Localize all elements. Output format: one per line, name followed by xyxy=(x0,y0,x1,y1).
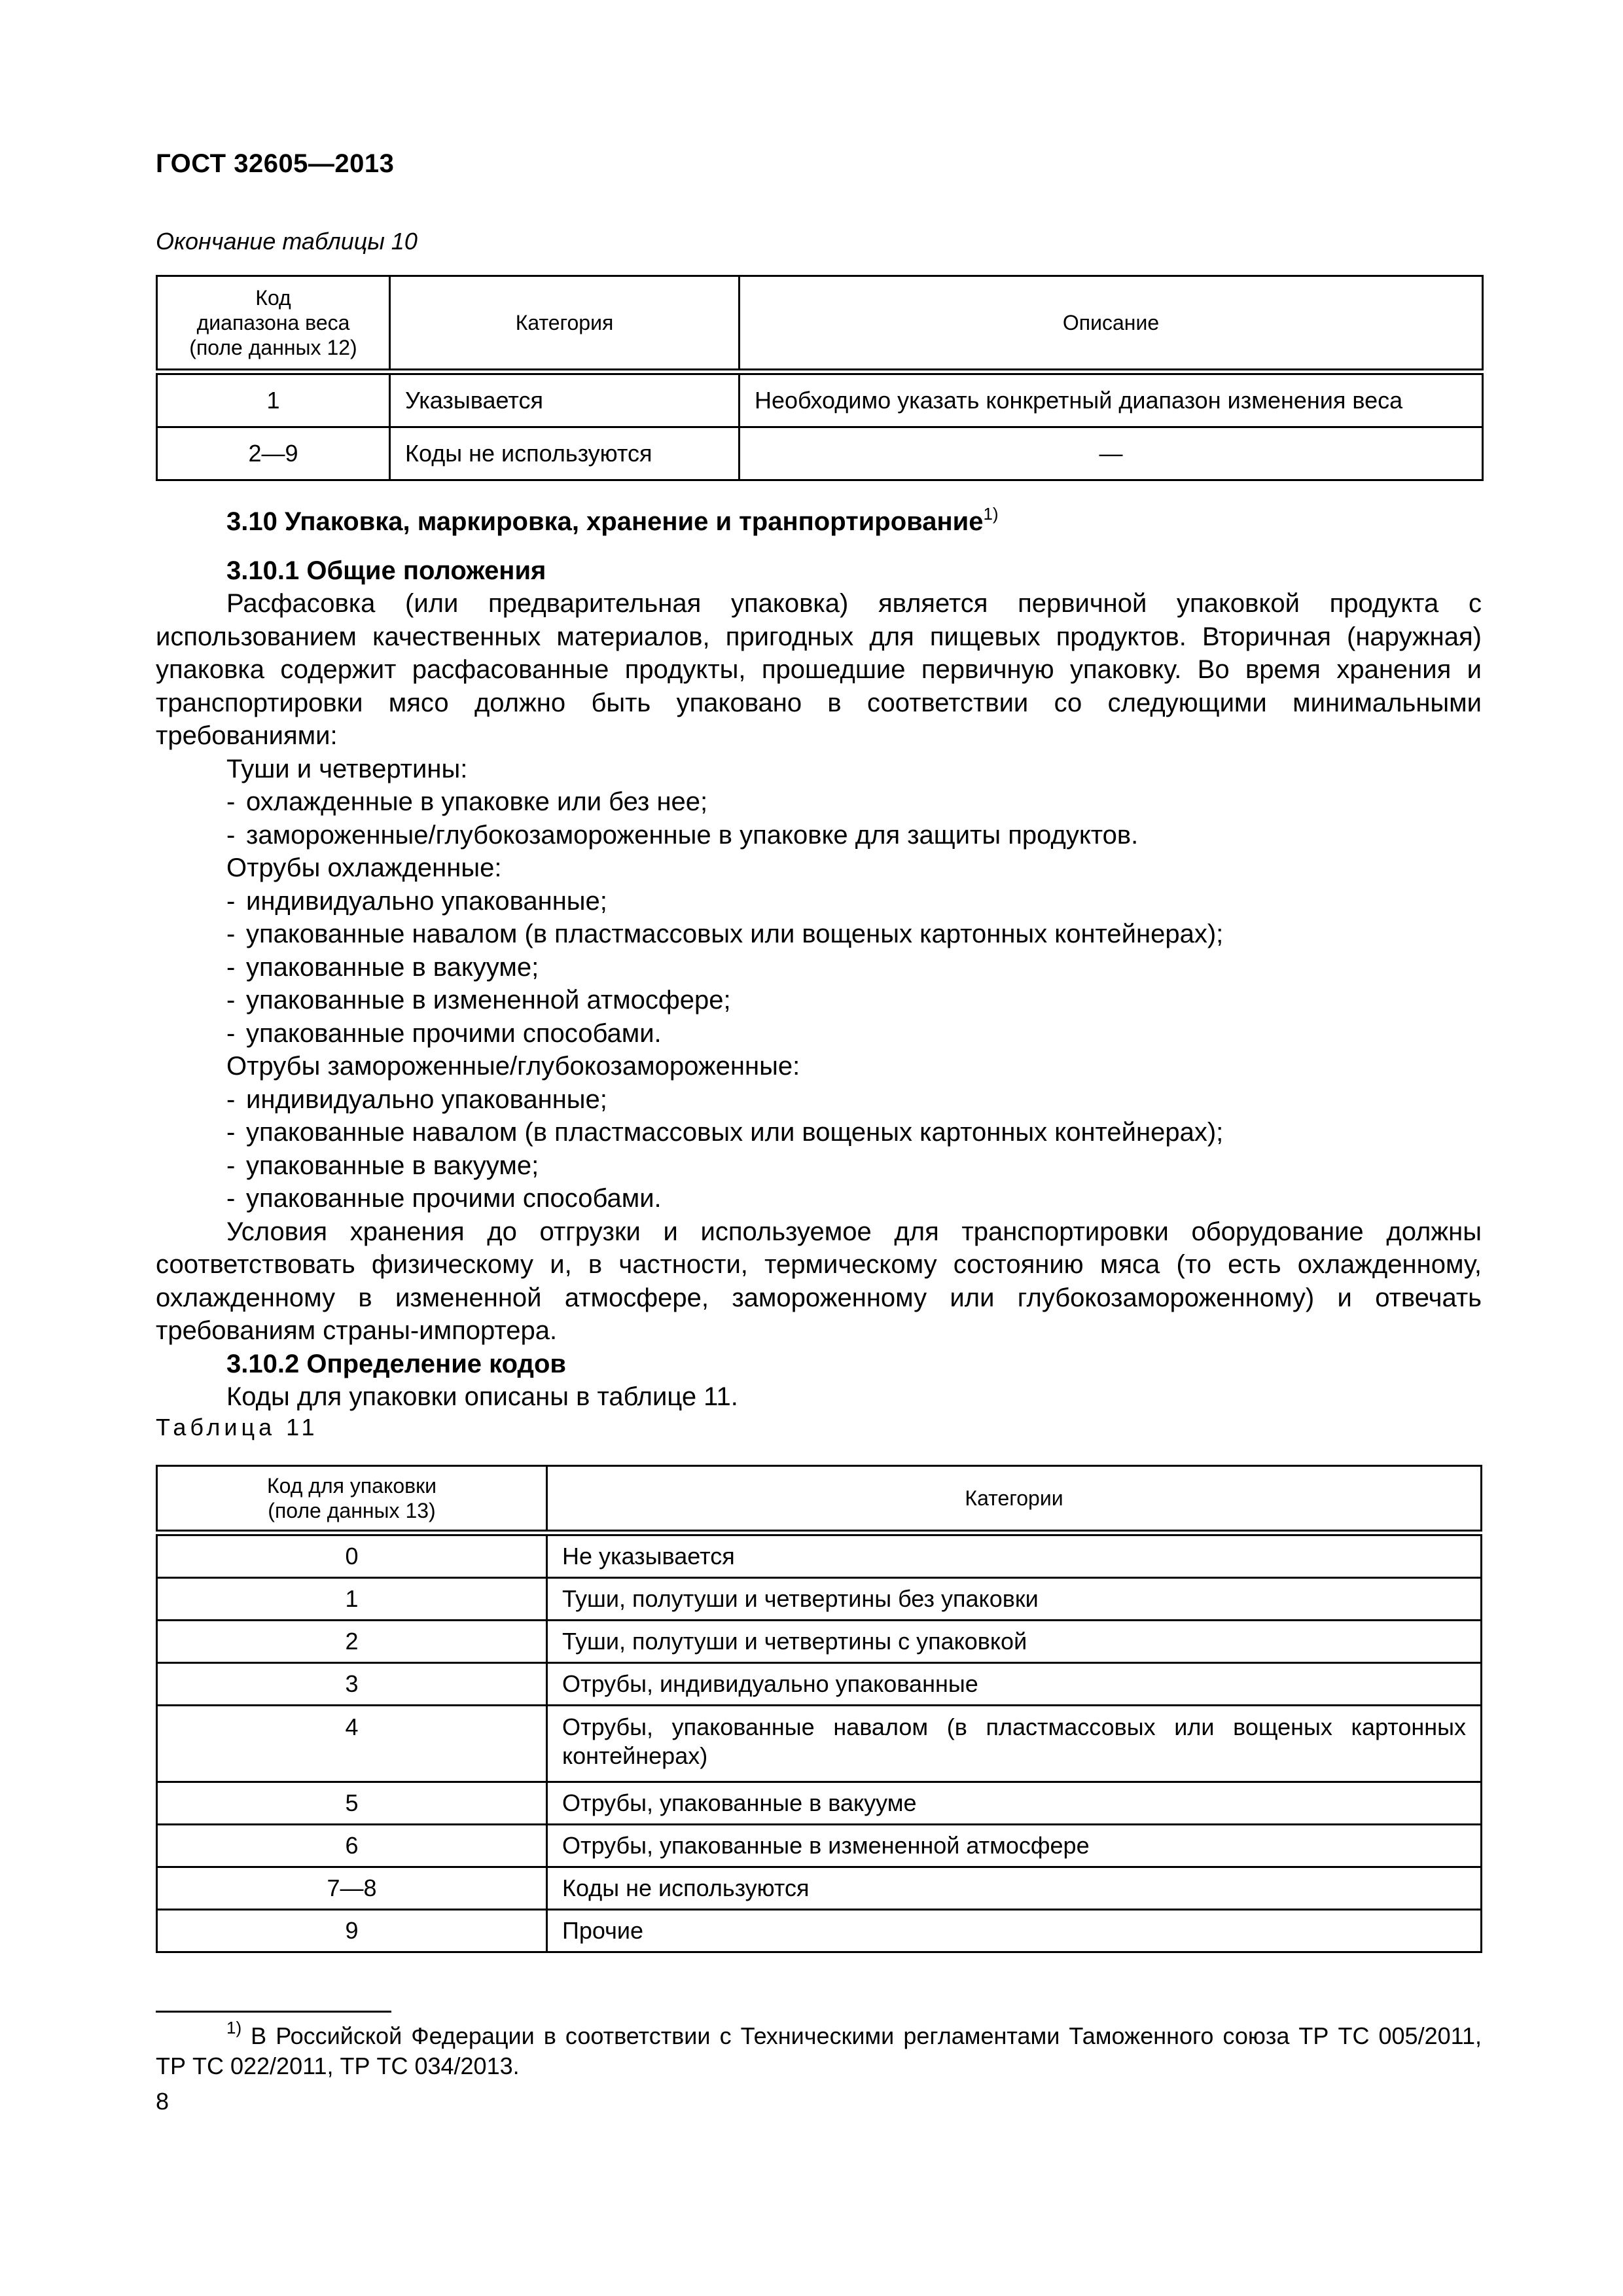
column-header-categories: Категории xyxy=(547,1466,1482,1534)
footnote-separator xyxy=(156,2011,391,2013)
table-10 xyxy=(156,275,1484,481)
cell-code: 9 xyxy=(157,1910,547,1952)
table-row xyxy=(157,1578,1482,1621)
cell-code: 1 xyxy=(157,1578,547,1621)
list-item: - упакованные в измененной атмосфере; xyxy=(226,986,731,1014)
header-line: Код xyxy=(255,286,291,310)
table-row xyxy=(157,1663,1482,1706)
list-item-text: индивидуально упакованные; xyxy=(246,886,607,916)
intro-paragraph: Расфасовка (или предварительная упаковка) является первичной упаковкой продукта с использованием качественных материалов, пригодных для пищевых продуктов. Вторичная (наружная) упаковка содержит расфасованные продукты, прошедшие первичную упаковку. Во время хранения и транспортировки мясо должно быть упаковано в соответствии со следующими минимальными требованиями: xyxy=(156,589,1482,750)
column-header-code xyxy=(157,1466,547,1534)
cell-category: Отрубы, индивидуально упакованные xyxy=(547,1663,1482,1706)
list-item: - упакованные навалом (в пластмассовых или вощеных картонных контейнерах); xyxy=(226,920,1224,948)
header-line: (поле данных 12) xyxy=(189,336,357,359)
group-title: Отрубы охлажденные: xyxy=(226,853,502,882)
cell-category: Не указывается xyxy=(547,1533,1482,1578)
column-header-description: Описание xyxy=(740,276,1483,372)
list-item-text: упакованные в вакууме; xyxy=(246,952,539,982)
table-row xyxy=(157,1867,1482,1910)
table-row xyxy=(157,427,1483,480)
cell-description: Необходимо указать конкретный диапазон изменения веса xyxy=(740,372,1483,427)
table11-caption: Таблица 11 xyxy=(156,1414,319,1441)
cell-code: 1 xyxy=(157,372,390,427)
cell-code: 3 xyxy=(157,1663,547,1706)
footnote xyxy=(156,2018,1482,2081)
list-item: - упакованные в вакууме; xyxy=(226,1151,539,1180)
cell-category: Отрубы, упакованные навалом (в пластмассовых или вощеных картонных контейнерах) xyxy=(547,1706,1482,1782)
cell-code: 6 xyxy=(157,1825,547,1867)
document-code-header: ГОСТ 32605—2013 xyxy=(156,149,395,178)
column-header-code xyxy=(157,276,390,372)
table-header-row xyxy=(157,1466,1482,1534)
cell-category: Коды не используются xyxy=(547,1867,1482,1910)
list-item-text: упакованные навалом (в пластмассовых или вощеных картонных контейнерах); xyxy=(246,920,1224,948)
list-item-text: индивидуально упакованные; xyxy=(246,1085,607,1114)
cell-code: 7—8 xyxy=(157,1867,547,1910)
heading-text: 3.10 Упаковка, маркировка, хранение и транпортирование xyxy=(226,507,984,536)
cell-category: Отрубы, упакованные в вакууме xyxy=(547,1782,1482,1825)
cell-category: Туши, полутуши и четвертины без упаковки xyxy=(547,1578,1482,1621)
cell-category: Указывается xyxy=(390,372,740,427)
list-item: - замороженные/глубокозамороженные в упаковке для защиты продуктов. xyxy=(226,820,1139,850)
section-3-10 xyxy=(156,505,1482,1414)
group-title: Туши и четвертины: xyxy=(226,754,468,783)
footnote-text-block xyxy=(156,2018,1482,2081)
list-item-text: упакованные в вакууме; xyxy=(246,1151,539,1180)
table-row xyxy=(157,372,1483,427)
list-item: - упакованные прочими способами. xyxy=(226,1018,662,1048)
cell-code: 2 xyxy=(157,1621,547,1663)
footnote-text: В Российской Федерации в соответствии с Техническими регламентами Таможенного союза ТР ТС 005/2011, ТР ТС 022/2011, ТР ТС 034/2013. xyxy=(156,2022,1482,2079)
cell-category: Отрубы, упакованные в измененной атмосфере xyxy=(547,1825,1482,1867)
table-11 xyxy=(156,1465,1482,1953)
list-item-text: упакованные навалом (в пластмассовых или вощеных картонных контейнерах); xyxy=(246,1118,1224,1147)
list-item: - упакованные прочими способами. xyxy=(226,1184,662,1213)
cell-code: 0 xyxy=(157,1533,547,1578)
cell-category: Прочие xyxy=(547,1910,1482,1952)
list-item-text: замороженные/глубокозамороженные в упаковке для защиты продуктов. xyxy=(246,820,1139,850)
list-item: - охлажденные в упаковке или без нее; xyxy=(226,787,708,816)
cell-code: 5 xyxy=(157,1782,547,1825)
list-item-text: упакованные прочими способами. xyxy=(246,1018,662,1048)
cell-code: 4 xyxy=(157,1706,547,1782)
conditions-paragraph: Условия хранения до отгрузки и используемое для транспортировки оборудование должны соответствовать физическому и, в частности, термическому состоянию мяса (то есть охлажденному, охлажденному в измененной атмосфере, замороженному или глубокозамороженному) и отвечать требованиям страны-импортера. xyxy=(156,1217,1482,1345)
list-item: - индивидуально упакованные; xyxy=(226,1085,607,1114)
header-line: диапазона веса xyxy=(196,311,350,334)
cell-category: Туши, полутуши и четвертины с упаковкой xyxy=(547,1621,1482,1663)
column-header-category: Категория xyxy=(390,276,740,372)
table10-continuation-caption: Окончание таблицы 10 xyxy=(156,228,418,255)
header-line: (поле данных 13) xyxy=(268,1499,436,1522)
table-row xyxy=(157,1782,1482,1825)
list-item-text: упакованные в измененной атмосфере; xyxy=(246,986,731,1014)
table-row xyxy=(157,1706,1482,1782)
page-number: 8 xyxy=(156,2088,169,2115)
list-item-text: упакованные прочими способами. xyxy=(246,1184,662,1213)
codes-reference-text: Коды для упаковки описаны в таблице 11. xyxy=(226,1382,738,1411)
list-item: - индивидуально упакованные; xyxy=(226,886,607,916)
section-heading xyxy=(156,505,1482,539)
table-row xyxy=(157,1825,1482,1867)
subsection-heading-3-10-1: 3.10.1 Общие положения xyxy=(226,556,546,585)
list-item-text: охлажденные в упаковке или без нее; xyxy=(246,787,708,816)
list-item: - упакованные навалом (в пластмассовых или вощеных картонных контейнерах); xyxy=(226,1118,1224,1147)
footnote-marker: 1) xyxy=(226,2018,242,2037)
cell-code: 2—9 xyxy=(157,427,390,480)
list-item: - упакованные в вакууме; xyxy=(226,952,539,982)
table-row xyxy=(157,1910,1482,1952)
subsection-heading-3-10-2: 3.10.2 Определение кодов xyxy=(226,1349,566,1378)
table-header-row xyxy=(157,276,1483,372)
group-title: Отрубы замороженные/глубокозамороженные: xyxy=(226,1052,800,1081)
header-line: Код для упаковки xyxy=(266,1474,437,1498)
footnote-ref: 1) xyxy=(983,504,999,524)
cell-description: — xyxy=(740,427,1483,480)
cell-category: Коды не используются xyxy=(390,427,740,480)
table-row xyxy=(157,1533,1482,1578)
table-row xyxy=(157,1621,1482,1663)
